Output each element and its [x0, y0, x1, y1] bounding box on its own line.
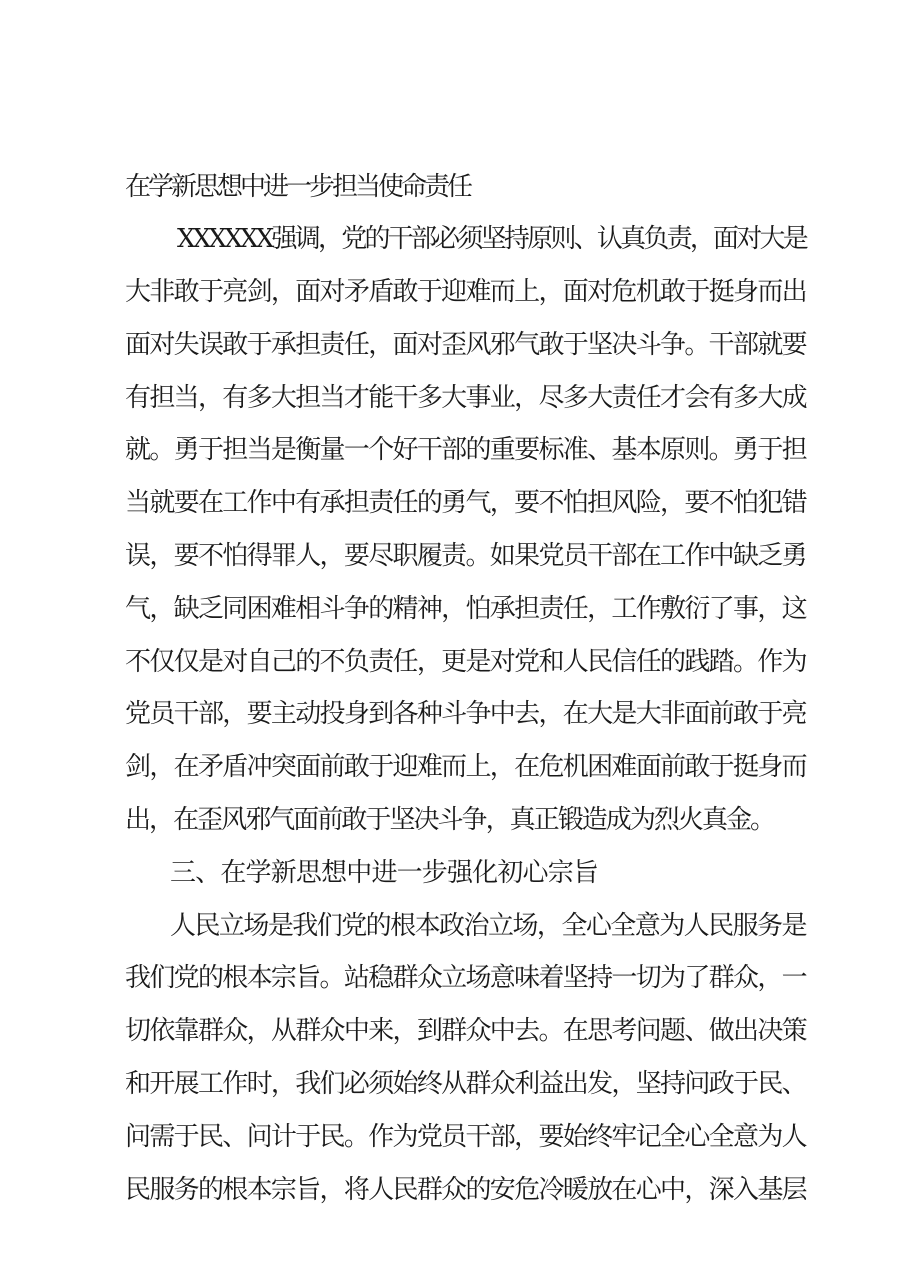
paragraph-line: 党员干部，要主动投身到各种斗争中去，在大是大非面前敢于亮: [125, 699, 806, 729]
paragraph-line: 不仅仅是对自己的不负责任，更是对党和人民信任的践踏。作为: [125, 647, 806, 677]
paragraph-line: 当就要在工作中有承担责任的勇气，要不怕担风险，要不怕犯错: [125, 488, 806, 518]
paragraph-line: 气，缺乏同困难相斗争的精神，怕承担责任，工作敷衍了事，这: [125, 594, 806, 624]
paragraph-line: 剑，在矛盾冲突面前敢于迎难而上，在危机困难面前敢于挺身而: [125, 752, 806, 782]
paragraph-line: 就。勇于担当是衡量一个好干部的重要标准、基本原则。勇于担: [125, 435, 806, 465]
paragraph-line: 出，在歪风邪气面前敢于坚决斗争，真正锻造成为烈火真金。: [125, 805, 775, 835]
paragraph-line: XXXXXX强调，党的干部必须坚持原则、认真负责，面对大是: [177, 224, 807, 254]
paragraph-line: 问需于民、问计于民。作为党员干部，要始终牢记全心全意为人: [125, 1122, 806, 1152]
paragraph-line: 大非敢于亮剑，面对矛盾敢于迎难而上，面对危机敢于挺身而出: [125, 277, 806, 307]
paragraph-line: 和开展工作时，我们必须始终从群众利益出发，坚持问政于民、: [125, 1069, 806, 1099]
paragraph-line: 人民立场是我们党的根本政治立场，全心全意为人民服务是: [170, 911, 806, 941]
paragraph-line: 有担当，有多大担当才能干多大事业，尽多大责任才会有多大成: [125, 383, 806, 413]
paragraph-line: 面对失误敢于承担责任，面对歪风邪气敢于坚决斗争。干部就要: [125, 330, 806, 360]
paragraph-line: 误，要不怕得罪人，要尽职履责。如果党员干部在工作中缺乏勇: [125, 541, 806, 571]
paragraph-line: 切依靠群众，从群众中来，到群众中去。在思考问题、做出决策: [125, 1016, 806, 1046]
paragraph-line: 民服务的根本宗旨，将人民群众的安危冷暖放在心中，深入基层: [125, 1175, 806, 1205]
paragraph-line: 我们党的根本宗旨。站稳群众立场意味着坚持一切为了群众，一: [125, 963, 806, 993]
section-heading: 在学新思想中进一步担当使命责任: [125, 172, 471, 202]
section-heading: 三、在学新思想中进一步强化初心宗旨: [170, 858, 599, 888]
